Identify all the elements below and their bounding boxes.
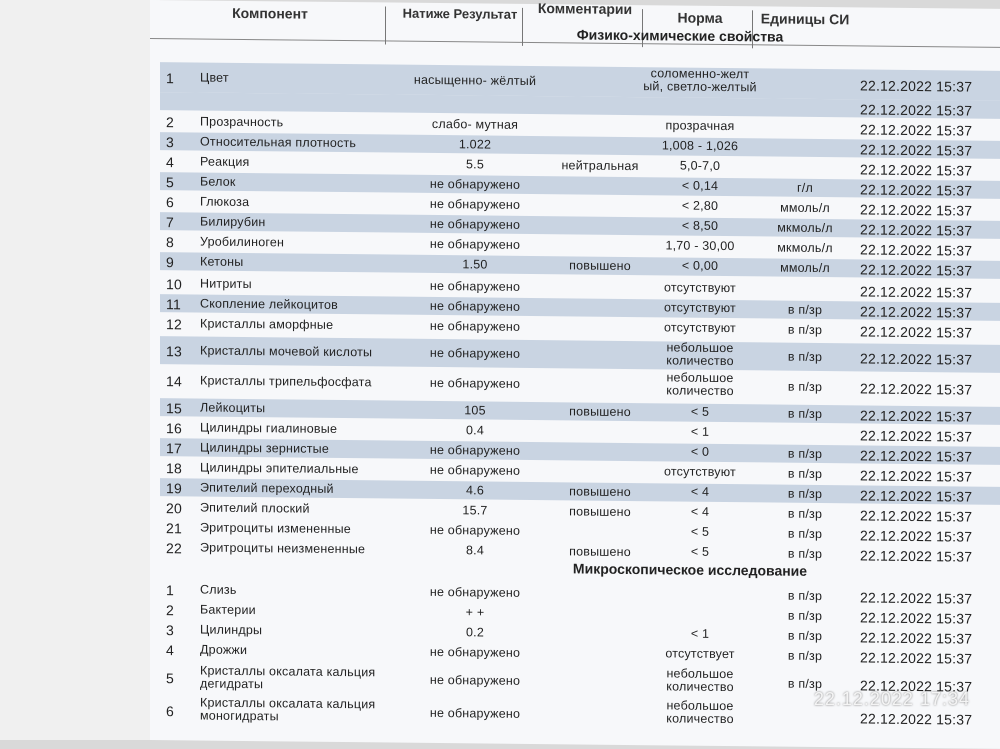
result-value: 105 — [464, 402, 486, 418]
date-value: 22.12.2022 15:37 — [860, 648, 973, 667]
comment-value — [550, 178, 650, 179]
result-value: + + — [465, 604, 485, 620]
date-value: 22.12.2022 15:37 — [860, 506, 973, 525]
unit-value — [760, 140, 850, 141]
unit-value — [760, 160, 850, 161]
result-value: 5.5 — [466, 156, 484, 171]
header-result: Натиже Результат — [402, 5, 518, 22]
row-number: 13 — [166, 342, 182, 359]
norm-value: < 0 — [690, 444, 710, 459]
component-name: Цилиндры гиалиновые — [200, 420, 338, 436]
date-value: 22.12.2022 15:37 — [860, 546, 973, 565]
comment-value: повышено — [569, 503, 631, 519]
row-number: 7 — [166, 213, 174, 230]
date-value: 22.12.2022 15:37 — [860, 608, 973, 627]
row-number: 1 — [166, 69, 174, 86]
norm-value: небольшое количество — [666, 370, 734, 399]
date-value: 22.12.2022 15:37 — [860, 526, 973, 545]
section-physchem: Физико-химические свойства — [576, 26, 784, 45]
norm-value: < 1 — [690, 424, 710, 439]
row-number: 6 — [166, 702, 174, 719]
comment-value: повышено — [569, 543, 631, 559]
comment-value — [550, 707, 650, 708]
result-value: не обнаружено — [429, 672, 521, 688]
unit-value — [760, 282, 850, 283]
comment-value — [550, 377, 650, 378]
result-value: не обнаружено — [429, 462, 521, 478]
comment-value: повышено — [569, 403, 631, 419]
unit-value: в п/зр — [787, 676, 823, 691]
unit-value: в п/зр — [787, 648, 823, 663]
component-name: Лейкоциты — [200, 400, 266, 415]
date-value: 22.12.2022 15:37 — [860, 588, 973, 607]
unit-value: в п/зр — [787, 608, 823, 623]
component-name: Нитриты — [200, 276, 252, 291]
result-value: не обнаружено — [429, 442, 521, 458]
norm-value — [640, 607, 760, 608]
component-name: Кетоны — [200, 254, 244, 269]
result-value: 1.022 — [458, 136, 492, 152]
date-value: 22.12.2022 15:37 — [860, 140, 973, 159]
comment-value — [550, 138, 650, 139]
unit-value: в п/зр — [787, 349, 823, 364]
result-value: не обнаружено — [429, 196, 521, 212]
component-name: Кристаллы оксалата кальция дегидраты — [200, 663, 376, 692]
norm-value: < 2,80 — [681, 198, 719, 213]
result-value: не обнаружено — [429, 176, 521, 192]
row-number: 2 — [166, 601, 174, 618]
row-number: 9 — [166, 253, 174, 270]
norm-value: < 4 — [690, 484, 710, 499]
row-number: 17 — [166, 439, 182, 456]
date-value: 22.12.2022 15:37 — [860, 322, 973, 341]
result-value: не обнаружено — [429, 644, 521, 660]
unit-value: ммоль/л — [780, 260, 830, 275]
component-name: Дрожжи — [200, 642, 248, 657]
component-name: Реакция — [200, 154, 250, 169]
norm-value: < 5 — [690, 524, 710, 539]
date-value: 22.12.2022 15:37 — [860, 446, 973, 465]
comment-value — [550, 444, 650, 445]
comment-value — [550, 320, 650, 321]
comment-value — [550, 646, 650, 647]
unit-value: в п/зр — [787, 506, 823, 521]
header-separator — [385, 6, 386, 44]
result-value: не обнаружено — [429, 216, 521, 232]
row-number: 22 — [166, 539, 182, 556]
header-norm: Норма — [677, 9, 723, 26]
component-name: Скопление лейкоцитов — [200, 296, 339, 312]
row-number: 12 — [166, 315, 182, 332]
result-value: насыщенно- жёлтый — [413, 72, 537, 88]
norm-value: < 5 — [690, 404, 710, 419]
norm-value — [640, 587, 760, 588]
row-number: 11 — [166, 295, 181, 312]
norm-value — [640, 99, 760, 100]
result-value: 1.50 — [462, 256, 488, 272]
row-number: 19 — [166, 479, 182, 496]
row-number: 21 — [166, 519, 182, 536]
component-name: Цвет — [200, 70, 229, 85]
result-value: не обнаружено — [429, 345, 521, 361]
result-value: не обнаружено — [429, 375, 521, 391]
norm-value: < 0,14 — [681, 178, 719, 193]
norm-value: небольшое количество — [666, 666, 734, 695]
result-value: 8.4 — [466, 542, 484, 557]
photo-timestamp: 22.12.2022 17:34 — [813, 689, 970, 709]
result-value: не обнаружено — [429, 278, 521, 294]
date-value: 22.12.2022 15:37 — [860, 200, 973, 219]
comment-value: нейтральная — [561, 157, 639, 173]
row-number: 1 — [166, 581, 174, 598]
result-value: 0.4 — [466, 422, 484, 437]
unit-value: в п/зр — [787, 526, 823, 541]
row-number: 8 — [166, 233, 174, 250]
unit-value: мкмоль/л — [777, 240, 833, 255]
row-number: 4 — [166, 641, 174, 658]
date-value: 22.12.2022 15:37 — [860, 260, 973, 279]
row-number: 20 — [166, 499, 182, 516]
norm-value: отсутствуют — [664, 299, 736, 315]
norm-value: отсутствуют — [664, 279, 736, 295]
component-name: Кристаллы мочевой кислоты — [200, 343, 373, 359]
comment-value — [550, 524, 650, 525]
unit-value: в п/зр — [787, 466, 823, 481]
comment-value — [550, 118, 650, 119]
unit-value — [760, 120, 850, 121]
component-name: Эритроциты неизмененные — [200, 540, 366, 556]
row-number: 2 — [166, 113, 174, 130]
unit-value — [760, 100, 850, 101]
header-component: Компонент — [232, 4, 308, 22]
lab-report-sheet — [150, 0, 1000, 749]
result-value: не обнаружено — [429, 236, 521, 252]
row-number: 5 — [166, 669, 174, 686]
date-value: 22.12.2022 15:37 — [860, 628, 973, 647]
component-name: Эритроциты измененные — [200, 520, 351, 536]
norm-value: 1,008 - 1,026 — [661, 137, 739, 153]
date-value: 22.12.2022 15:37 — [860, 349, 973, 368]
comment-value — [550, 464, 650, 465]
comment-value — [550, 300, 650, 301]
row-number: 15 — [166, 399, 182, 416]
row-number: 3 — [166, 621, 174, 638]
date-value: 22.12.2022 15:37 — [860, 709, 973, 728]
component-name: Билирубин — [200, 214, 266, 229]
result-value: 4.6 — [466, 482, 484, 497]
unit-value: в п/зр — [787, 486, 823, 501]
comment-value — [550, 347, 650, 348]
date-value: 22.12.2022 15:37 — [860, 180, 973, 199]
comment-value — [550, 238, 650, 239]
component-name: Прозрачность — [200, 114, 284, 129]
date-value: 22.12.2022 15:37 — [860, 100, 973, 119]
date-value: 22.12.2022 15:37 — [860, 676, 973, 695]
comment-value: повышено — [569, 483, 631, 499]
component-name: Глюкоза — [200, 194, 250, 209]
norm-value: < 1 — [690, 626, 710, 641]
date-value: 22.12.2022 15:37 — [860, 379, 973, 398]
unit-value: в п/зр — [787, 406, 823, 421]
unit-value: в п/зр — [787, 322, 823, 337]
norm-value: отсутствуют — [664, 319, 736, 335]
row-number: 18 — [166, 459, 182, 476]
unit-value: г/л — [797, 180, 813, 195]
component-name: Бактерии — [200, 602, 256, 617]
norm-value: < 0,00 — [681, 258, 719, 273]
norm-value: соломенно-желт ый, светло-желтый — [643, 66, 757, 95]
result-value: не обнаружено — [429, 522, 521, 538]
unit-value: в п/зр — [787, 302, 823, 317]
date-value: 22.12.2022 15:37 — [860, 282, 973, 301]
component-name: Кристаллы оксалата кальция моногидраты — [200, 695, 376, 724]
comment-value — [550, 98, 650, 99]
header-units: Единицы СИ — [760, 10, 850, 28]
date-value: 22.12.2022 15:37 — [860, 120, 973, 139]
result-value: 0.2 — [466, 624, 484, 639]
norm-value: отсутствует — [665, 645, 735, 661]
row-number: 6 — [166, 193, 174, 210]
component-name: Кристаллы трипельфосфата — [200, 373, 372, 389]
component-name: Цилиндры эпителиальные — [200, 460, 359, 476]
comment-value — [550, 74, 650, 75]
component-name: Белок — [200, 174, 236, 189]
result-value: не обнаружено — [429, 318, 521, 334]
date-value: 22.12.2022 15:37 — [860, 302, 973, 321]
date-value: 22.12.2022 15:37 — [860, 466, 973, 485]
date-value: 22.12.2022 15:37 — [860, 160, 973, 179]
result-value — [410, 96, 540, 97]
comment-value — [550, 606, 650, 607]
component-name: Слизь — [200, 582, 237, 597]
date-value: 22.12.2022 15:37 — [860, 486, 973, 505]
norm-value: прозрачная — [665, 117, 735, 133]
component-name: Эпителий плоский — [200, 500, 310, 516]
result-value: слабо- мутная — [431, 116, 519, 132]
row-number: 16 — [166, 419, 182, 436]
comment-value — [550, 280, 650, 281]
component-name: Цилиндры — [200, 622, 263, 637]
section-micro: Микроскопическое исследование — [572, 560, 808, 579]
unit-value: в п/зр — [787, 588, 823, 603]
unit-value — [760, 76, 850, 77]
norm-value: 5,0-7,0 — [679, 158, 721, 173]
norm-value: отсутствуют — [664, 463, 736, 479]
component-name: Уробилиноген — [200, 234, 285, 249]
unit-value: мкмоль/л — [777, 220, 833, 235]
norm-value: < 5 — [690, 544, 710, 559]
row-number: 5 — [166, 173, 174, 190]
component-name: Кристаллы аморфные — [200, 316, 334, 332]
result-value: не обнаружено — [429, 298, 521, 314]
comment-value — [550, 198, 650, 199]
row-number: 14 — [166, 372, 182, 389]
header-comments: Комментарии — [537, 0, 633, 18]
unit-value: ммоль/л — [780, 200, 830, 215]
norm-value: < 4 — [690, 504, 710, 519]
date-value: 22.12.2022 15:37 — [860, 406, 973, 425]
row-number: 10 — [166, 275, 182, 292]
header-separator — [522, 8, 523, 46]
monitor-bezel — [0, 0, 160, 740]
row-number: 3 — [166, 133, 174, 150]
date-value: 22.12.2022 15:37 — [860, 220, 973, 239]
norm-value: небольшое количество — [666, 340, 734, 369]
comment-value — [550, 218, 650, 219]
comment-value: повышено — [569, 257, 631, 273]
unit-value: в п/зр — [787, 446, 823, 461]
unit-value: в п/зр — [787, 379, 823, 394]
norm-value: < 8,50 — [681, 218, 719, 233]
result-value: не обнаружено — [429, 705, 521, 721]
component-name: Эпителий переходный — [200, 480, 334, 496]
component-name: Относительная плотность — [200, 134, 357, 150]
date-value: 22.12.2022 15:37 — [860, 240, 973, 259]
unit-value: в п/зр — [787, 546, 823, 561]
date-value: 22.12.2022 15:37 — [860, 76, 973, 95]
unit-value — [760, 426, 850, 427]
unit-value: в п/зр — [787, 628, 823, 643]
comment-value — [550, 586, 650, 587]
comment-value — [550, 424, 650, 425]
result-value: 15.7 — [462, 502, 488, 518]
comment-value — [550, 626, 650, 627]
comment-value — [550, 674, 650, 675]
norm-value: 1,70 - 30,00 — [665, 237, 735, 253]
date-value: 22.12.2022 15:37 — [860, 426, 973, 445]
row-number: 4 — [166, 153, 174, 170]
result-value: не обнаружено — [429, 584, 521, 600]
table-row — [160, 366, 1000, 403]
norm-value: небольшое количество — [666, 698, 734, 727]
component-name: Цилиндры зернистые — [200, 440, 330, 456]
